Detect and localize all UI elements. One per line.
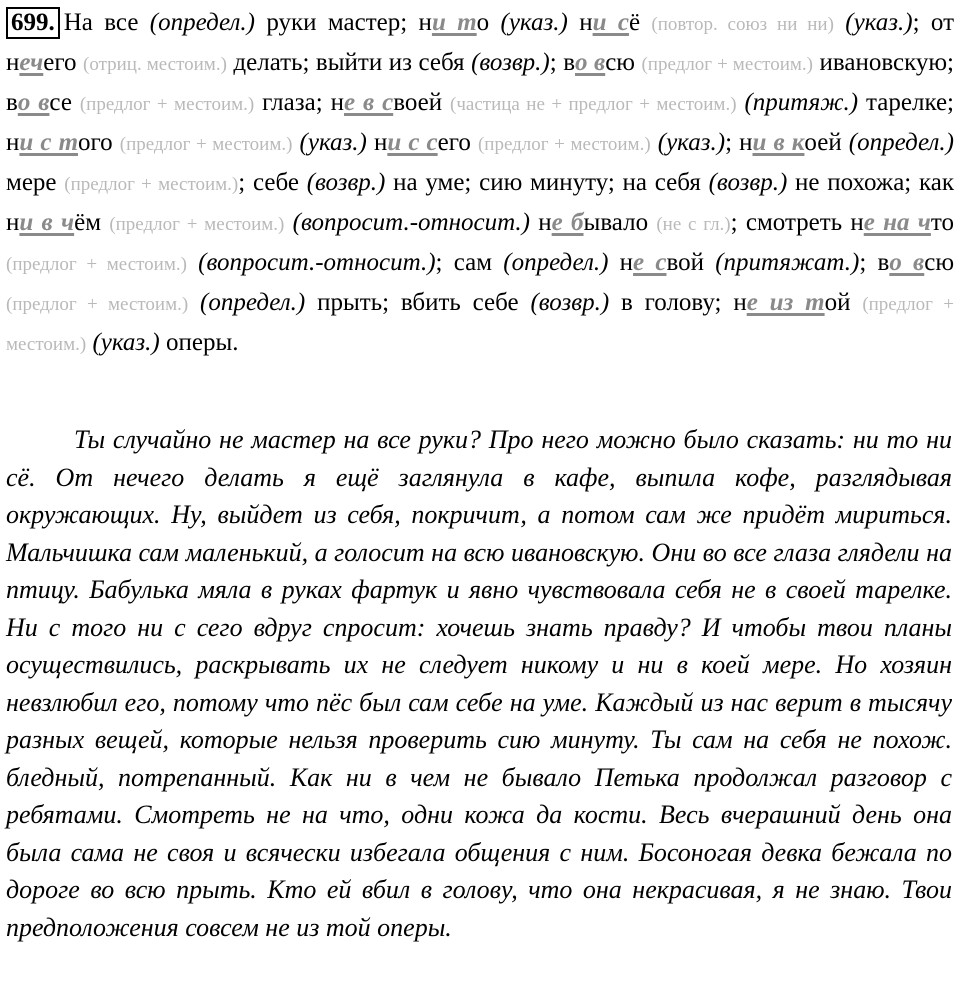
text-fragment: воей bbox=[393, 89, 451, 116]
hint-note: (частица не + предлог + местоим.) bbox=[450, 94, 737, 115]
text-fragment: делать; выйти из себя bbox=[226, 49, 472, 76]
text-fragment bbox=[188, 289, 200, 316]
highlighted-letters: е на ч bbox=[863, 209, 931, 236]
hint-note: (отриц. местоим.) bbox=[83, 54, 227, 75]
text-fragment: ; от н bbox=[6, 9, 954, 76]
text-fragment: ывало bbox=[583, 209, 657, 236]
text-fragment: н bbox=[530, 209, 552, 236]
highlighted-letters: е из т bbox=[746, 289, 825, 316]
text-fragment: се bbox=[49, 89, 80, 116]
text-fragment: оей bbox=[804, 129, 849, 156]
highlighted-letters: о в bbox=[575, 49, 606, 76]
highlighted-letters: е в с bbox=[343, 89, 394, 116]
text-fragment: ; в bbox=[549, 49, 576, 76]
text-fragment: сю bbox=[605, 49, 642, 76]
text-fragment: его bbox=[437, 129, 478, 156]
grammar-label: (вопросит.-относит.) bbox=[292, 209, 531, 236]
text-fragment: ; смотреть н bbox=[730, 209, 864, 236]
grammar-label: (возвр.) bbox=[530, 289, 610, 316]
text-fragment: ого bbox=[78, 129, 120, 156]
text-fragment: не похожа; как н bbox=[6, 169, 954, 236]
text-fragment: ; в bbox=[859, 249, 890, 276]
grammar-label: (притяж.) bbox=[744, 89, 859, 116]
text-fragment: глаза; н bbox=[254, 89, 344, 116]
highlighted-letters: о в bbox=[889, 249, 925, 276]
highlighted-letters: о в bbox=[17, 89, 50, 116]
text-fragment: прыть; вбить себе bbox=[305, 289, 531, 316]
highlighted-letters: еч bbox=[19, 49, 44, 76]
text-fragment: его bbox=[43, 49, 84, 76]
exercise-answer bbox=[6, 4, 954, 364]
text-fragment: ивановскую; в bbox=[6, 49, 954, 116]
grammar-label: (определ.) bbox=[200, 289, 306, 316]
text-fragment: в голову; н bbox=[609, 289, 747, 316]
grammar-label: (определ.) bbox=[149, 9, 255, 36]
highlighted-letters: и т bbox=[431, 9, 477, 36]
text-fragment: мере bbox=[6, 169, 65, 196]
text-fragment bbox=[284, 209, 292, 236]
highlighted-letters: и в к bbox=[752, 129, 805, 156]
text-fragment bbox=[292, 129, 299, 156]
text-fragment: то bbox=[930, 209, 954, 236]
highlighted-letters: е б bbox=[551, 209, 584, 236]
text-fragment: н bbox=[567, 9, 593, 36]
exercise-text bbox=[6, 9, 954, 356]
text-fragment: на уме; сию минуту; на себя bbox=[385, 169, 709, 196]
text-fragment: н bbox=[366, 129, 388, 156]
text-fragment: ой bbox=[824, 289, 863, 316]
highlighted-letters: е с bbox=[633, 249, 667, 276]
grammar-label: (указ.) bbox=[500, 9, 568, 36]
highlighted-letters: и с bbox=[592, 9, 629, 36]
text-fragment: руки мастер; н bbox=[254, 9, 432, 36]
highlighted-letters: и в ч bbox=[19, 209, 75, 236]
text-fragment: оперы. bbox=[159, 329, 239, 356]
hint-note: (предлог + местоим.) bbox=[477, 134, 651, 155]
text-fragment: н bbox=[608, 249, 634, 276]
text-fragment: ём bbox=[74, 209, 110, 236]
grammar-label: (возвр.) bbox=[306, 169, 386, 196]
text-fragment: вой bbox=[666, 249, 716, 276]
hint-note: (предлог + местоим.) bbox=[6, 294, 954, 355]
passage-text: Ты случайно не мастер на все руки? Про него можно было сказать: ни то ни сё. От нечего делать я ещё заглянула в кафе, выпила кофе, разглядывая окружающих. Ну, выйдет из себя, покричит, а потом сам же придёт мириться. Мальчишка сам маленький, а голосит на всю ивановскую. Они во все глаза глядели на птицу. Бабулька мяла в руках фартук и явно чувствовала себя не в своей тарелке. Ни с того ни с сего вдруг спросит: хочешь знать правду? И чтобы твои планы осуществились, раскрывать их не следует никому и ни в коей мере. Но хозяин невзлюбил его, потому что пёс был сам себе на уме. Каждый из нас верит в тысячу разных вещей, которые нельзя проверить сию минуту. Ты сам на себя не похож. бледный, потрепанный. Как ни в чем не бывало Петька продолжал разговор с ребятами. Смотреть не на что, одни кожа да кости. Весь вчерашний день она была сама не своя и всячески избегала общения с ним. Босоногая девка бежала по дороге во всю прыть. Кто ей вбил в голову, что она некрасивая, я не знаю. Твои предположения совсем не из той оперы. bbox=[6, 425, 952, 942]
text-fragment bbox=[187, 249, 198, 276]
grammar-label: (указ.) bbox=[845, 9, 913, 36]
hint-note: (предлог + местоим.) bbox=[6, 294, 189, 315]
text-fragment bbox=[651, 129, 658, 156]
text-fragment: тарелке; н bbox=[6, 89, 955, 156]
grammar-label: (указ.) bbox=[92, 329, 160, 356]
grammar-label: (вопросит.-относит.) bbox=[198, 249, 436, 276]
text-fragment: о bbox=[476, 9, 501, 36]
text-fragment: ; себе bbox=[238, 169, 307, 196]
hint-note: (предлог + местоим.) bbox=[64, 174, 239, 195]
text-fragment: ; сам bbox=[435, 249, 504, 276]
highlighted-letters: и с с bbox=[387, 129, 438, 156]
grammar-label: (притяжат.) bbox=[715, 249, 860, 276]
grammar-label: (возвр.) bbox=[471, 49, 550, 76]
text-fragment: сю bbox=[924, 249, 955, 276]
text-fragment: ; н bbox=[725, 129, 753, 156]
hint-note: (не с гл.) bbox=[656, 214, 731, 235]
text-fragment bbox=[834, 9, 845, 36]
grammar-label: (указ.) bbox=[299, 129, 367, 156]
grammar-label: (возвр.) bbox=[708, 169, 788, 196]
hint-note: (предлог + местоим.) bbox=[119, 134, 293, 155]
highlighted-letters: и с т bbox=[19, 129, 79, 156]
text-fragment: ё bbox=[628, 9, 652, 36]
hint-note: (предлог + местоим.) bbox=[79, 94, 255, 115]
grammar-label: (определ.) bbox=[848, 129, 954, 156]
hint-note: (предлог + местоим.) bbox=[109, 214, 285, 235]
text-fragment: На все bbox=[63, 9, 150, 36]
grammar-label: (определ.) bbox=[503, 249, 609, 276]
hint-note: (предлог + местоим.) bbox=[641, 54, 813, 75]
hint-note: (предлог + местоим.) bbox=[6, 254, 187, 275]
hint-note: (повтор. союз ни ни) bbox=[651, 14, 834, 35]
grammar-label: (указ.) bbox=[657, 129, 726, 156]
exercise-number: 699. bbox=[6, 7, 60, 39]
